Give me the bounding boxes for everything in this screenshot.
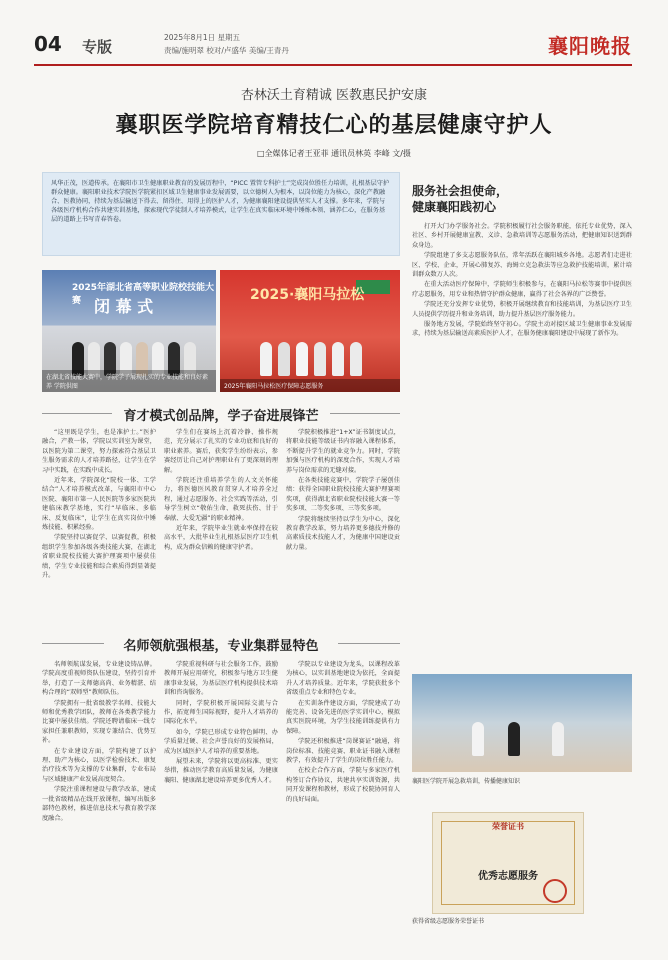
person-figure xyxy=(332,342,344,376)
paragraph: “这里既是学生，也是准护士。”医护融合，产教一体，学院以实训室为课堂，以医院为第二课堂，努力探索符合基层卫生服务需求的人才培养路径，让学生在学习中实践，在实践中成长。 xyxy=(42,429,156,474)
page-number: 04 xyxy=(34,32,62,56)
paragraph: 在校企合作方面，学院与多家医疗机构签订合作协议，共建共享实训资源，共同开发课程和教材，形成了校院协同育人的良好局面。 xyxy=(286,767,400,803)
photo-marathon-volunteers xyxy=(220,270,400,392)
newspaper-logo: 襄阳晚报 xyxy=(548,34,632,58)
paragraph: 近年来，学院毕业生就业率保持在较高水平，大批毕业生扎根基层医疗卫生机构，成为群众信赖的健康守护者。 xyxy=(164,525,278,551)
seal-icon xyxy=(543,879,567,903)
certificate-main-text: 优秀志愿服务 xyxy=(478,871,538,882)
paragraph: 同时，学院积极开展国际交流与合作，拓宽师生国际视野，提升人才培养的国际化水平。 xyxy=(164,699,278,726)
photo-right-caption: 2025年襄阳马拉松医疗保障志愿服务 xyxy=(220,379,400,392)
paragraph: 学院还充分发挥专业优势，积极开展继续教育和技能培训，为基层医疗卫生人员提供学历提升和业务培训，助力提升基层医疗服务能力。 xyxy=(412,301,632,318)
date-line: 2025年8月1日 星期五 xyxy=(164,33,241,42)
photo-left-banner-big: 闭 幕 式 xyxy=(94,297,154,316)
intro-text: 风华正茂，医道传承。在襄阳市卫生健康职业教育的发展历程中，“PICC 置管专科护士”完成岗位胜任力培训，扎根基层守护群众健康。襄阳职业技术学院医学院紧扣区域卫生健康事业发展需要，以立德树人为根本，以岗位能力为核心，深化产教融合、医教协同，持续为基层输送下得去、留得住、用得上的医护人才，为健康襄阳建设提供坚实人才支撑。多年来，学院与各级医疗机构合作共建实训基地，探索现代学徒制人才培养模式，让学生在真实临床环境中锤炼本领、涵养仁心，在服务基层的道路上书写青春答卷。 xyxy=(51,180,390,223)
paragraph: 展望未来，学院将以更高标准、更实举措，推动医学教育高质量发展，为健康襄阳、健康湖北建设培养更多优秀人才。 xyxy=(164,758,278,784)
person-figure xyxy=(552,722,564,756)
sidebar-body xyxy=(412,222,632,666)
paragraph: 在各类技能竞赛中，学院学子屡创佳绩：获得全国职业院校技能大赛护理赛项奖项，获得湖北省职业院校技能大赛一等奖多项、二等奖多项、三等奖多项。 xyxy=(286,477,400,513)
paragraph: 在重大活动医疗保障中，学院师生积极参与，在襄阳马拉松等赛事中提供医疗志愿服务，用专业和热情守护群众健康，赢得了社会各界的广泛赞誉。 xyxy=(412,281,632,298)
section1-title: 育才模式创品牌，学子奋进展锋芒 xyxy=(123,409,319,424)
paragraph: 名师领航谋发展，专业建设铸品牌。学院高度重视师资队伍建设，坚持引育并举，打造了一支师德高尚、业务精湛、结构合理的“双师型”教师队伍。 xyxy=(42,661,156,697)
sidebar-title-line-1: 服务社会担使命， xyxy=(412,184,509,198)
paragraph: 学院组建了多支志愿服务队伍，常年活跃在襄阳城乡各地。志愿者们走进社区、学校、企业，开展心肺复苏、海姆立克急救法等应急救护技能培训，累计培训群众数万人次。 xyxy=(412,252,632,279)
paragraph: 在实训条件建设方面，学院建成了功能完善、设备先进的医学实训中心，模拟真实医院环境，为学生技能训练提供有力保障。 xyxy=(286,699,400,735)
paragraph: 学院还注重培养学生的人文关怀能力，将医德医风教育贯穿人才培养全过程，通过志愿服务、社会实践等活动，引导学生树立“敬佑生命、救死扶伤、甘于奉献、大爱无疆”的职业精神。 xyxy=(164,477,278,522)
photo-honor-certificate xyxy=(432,812,584,914)
article-headline: 襄职医学院培育精技仁心的基层健康守护人 xyxy=(115,113,553,138)
divider xyxy=(330,413,400,414)
person-figure xyxy=(278,342,290,376)
divider xyxy=(338,643,400,644)
section1-column-1 xyxy=(42,428,156,628)
paragraph: 学院注重课程建设与教学改革，建成一批省级精品在线开放课程，编写出版多部特色教材，推进信息技术与教育教学深度融合。 xyxy=(42,786,156,822)
person-figure xyxy=(314,342,326,376)
section1-column-2 xyxy=(164,428,278,628)
sidebar-title-line-2: 健康襄阳践初心 xyxy=(412,200,497,214)
person-figure xyxy=(296,342,308,376)
photo-first-aid-training xyxy=(412,674,632,772)
paragraph: 在专业建设方面，学院构建了以护理、助产为核心，以医学检验技术、康复治疗技术等为支撑的专业集群，专业布局与区域健康产业发展高度契合。 xyxy=(42,747,156,783)
paragraph: 学院以专业建设为龙头，以课程改革为核心，以实训基地建设为依托，全面提升人才培养质量。近年来，学院获批多个省级重点专业和特色专业。 xyxy=(286,661,400,697)
section1-column-3 xyxy=(286,428,400,628)
masthead xyxy=(34,30,632,66)
sidebar-photo1-caption: 襄阳医学院开展急救培训，传播健康知识 xyxy=(412,778,521,785)
article-byline: □全媒体记者王亚菲 通讯员林英 李峰 文/摄 xyxy=(257,149,411,158)
paragraph: 学院积极推进“1+X”证书制度试点，将职业技能等级证书内容融入课程体系，不断提升学生的就业竞争力。同时，学院加强与医疗机构的深度合作，实现人才培养与岗位需求的无缝对接。 xyxy=(286,429,400,474)
person-figure xyxy=(508,722,520,756)
photo-competition-closing xyxy=(42,270,216,392)
sidebar-heading xyxy=(412,183,640,215)
editor-line: 责编/施明翠 校对/卢盛华 美编/王青丹 xyxy=(164,46,289,55)
article-kicker: 杏林沃土育精诚 医教惠民护安康 xyxy=(240,88,428,103)
section2-column-3 xyxy=(286,660,400,930)
paragraph: 如今，学院已形成专业特色鲜明、办学质量过硬、社会声誉良好的发展格局，成为区域医护人才培养的重要基地。 xyxy=(164,728,278,755)
person-figure xyxy=(472,722,484,756)
person-figure xyxy=(350,342,362,376)
paragraph: 学院拥有一批省级教学名师、技能大师和优秀教学团队，教师在各类教学能力比赛中屡获佳绩。学院还聘请临床一线专家担任兼职教师，实现专兼结合、优势互补。 xyxy=(42,699,156,745)
section2-column-2 xyxy=(164,660,278,930)
person-figure xyxy=(260,342,272,376)
photo-right-banner: 2025·襄阳马拉松 xyxy=(250,287,365,303)
section2-title: 名师领航强根基，专业集群显特色 xyxy=(123,639,319,654)
paragraph: 近年来，学院深化“院校一体、工学结合”人才培养模式改革，与襄阳市中心医院、襄阳市第一人民医院等多家医院共建临床教学基地，实行“早临床、多临床、反复临床”，让学生在真实岗位中锤炼技能、积累经验。 xyxy=(42,477,156,532)
paragraph: 学院将继续坚持以学生为中心，深化教育教学改革，努力培养更多德技并修的高素质技术技能人才，为健康中国建设贡献力量。 xyxy=(286,515,400,551)
section-label: 专版 xyxy=(82,38,113,56)
paragraph: 学院还积极推进“岗课赛证”融通，将岗位标准、技能竞赛、职业证书融入课程教学，有效提升了学生的岗位胜任能力。 xyxy=(286,738,400,765)
photo-left-banner-small: 2025年湖北省高等职业院校技能大赛 xyxy=(72,283,215,306)
intro-box xyxy=(42,172,400,256)
sidebar-photo2-caption: 获得省级志愿服务荣誉证书 xyxy=(412,918,485,925)
photo-left-caption: 在湖北省技能大赛中，学院学子展现扎实的专业技能和良好素养 学院供图 xyxy=(42,370,216,392)
paragraph: 服务地方发展，学院始终坚守初心。学院主动对接区域卫生健康事业发展需求，持续为基层输送高素质医护人才，在服务健康襄阳建设中展现了新作为。 xyxy=(412,321,632,338)
paragraph: 学院坚持以赛促学、以赛促教，积极组织学生参加各级各类技能大赛，在湖北省职业院校技能大赛护理赛项中屡获佳绩，学生专业技能和综合素质得到显著提升。 xyxy=(42,534,156,580)
paragraph: 学院重视科研与社会服务工作，鼓励教师开展应用研究，积极参与地方卫生健康事业发展，为基层医疗机构提供技术培训和咨询服务。 xyxy=(164,661,278,697)
section2-column-1 xyxy=(42,660,156,930)
paragraph: 学生们在赛场上沉着冷静、操作规范，充分展示了扎实的专业功底和良好的职业素养。赛后，获奖学生纷纷表示，参赛经历让自己对护理职业有了更深刻的理解。 xyxy=(164,429,278,474)
certificate-title: 荣誉证书 xyxy=(492,822,524,831)
paragraph: 打开大门办学服务社会。学院积极履行社会服务职能，依托专业优势，深入社区、乡村开展健康宣教、义诊、急救培训等志愿服务活动，把健康知识送到群众身边。 xyxy=(412,223,632,249)
